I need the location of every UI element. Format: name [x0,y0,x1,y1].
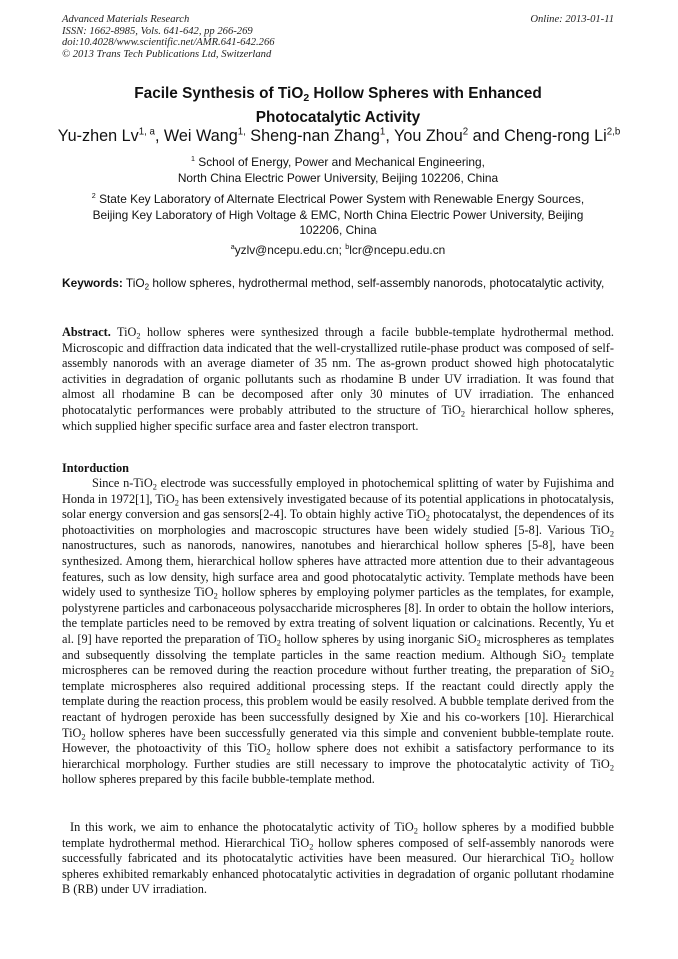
affiliation-2: $^2$ State Key Laboratory of Alternate Electrical Power System with Renewable Energy Sources, Beijing Key Laboratory of High Voltage & EMC, North China Electric Power University, Beijing 102206, China [91,192,585,237]
text-run: In this work, we aim to enhance the photocatalytic activity of TiO [70,820,414,834]
subscript: 2 [174,497,179,507]
keywords-label: Keywords: [62,276,123,290]
subscript: 2 [309,841,314,851]
issn-line: ISSN: 1662-8985, Vols. 641-642, pp 266-269 [62,25,253,37]
email-link-a[interactable]: yzlv@ncepu.edu.cn; [234,243,346,257]
affiliation-1: $^1$ School of Energy, Power and Mechanical Engineering, North China Electric Power University, Beijing 102206, China [177,155,499,185]
author-emails: $^a$yzlv@ncepu.edu.cn; $^b$lcr@ncepu.edu.cn [230,243,446,257]
text-run: template microspheres also required additional processing steps. If the reactant could directly apply the template during the reaction process, this problem would be easily resolved. A bubble template derived from the reactant of hydrogen peroxide has been successfully designed by Xie and his co-workers [10]. Hierarchical TiO [62,678,614,740]
keywords: Keywords: TiO$_2$ hollow spheres, hydrothermal method, self-assembly nanorods, photocatalytic activity, [62,276,605,292]
text-run: hollow spheres have been successfully generated via this simple and convenient bubble-template route. However, the photoactivity of this TiO [62,725,614,756]
abstract-label: Abstract. [62,325,111,339]
subscript: 2 [425,513,430,523]
subscript: 2 [81,731,86,741]
online-date: Online: 2013-01-11 [530,14,614,25]
subscript: 2 [609,763,614,773]
intro-paragraph-2 [62,820,614,898]
journal-header [62,14,614,60]
text-run: photocatalyst, the dependences of its photoactivities on morphologies and macroscopic structures have been widely studied [5-8]. Various TiO [62,507,614,537]
subscript: 2 [569,857,575,867]
copyright-line: © 2013 Trans Tech Publications Ltd, Switzerland [62,48,272,60]
text-run: hollow spheres exhibited remarkably enhanced photocatalytic activities in degradation of organic pollutant rhodamine B (RB) under UV irradiation. [62,851,615,897]
subscript: 2 [213,591,218,601]
subscript: 2 [266,747,271,757]
journal-name: Advanced Materials Research [62,14,190,25]
subscript: 2 [276,638,281,648]
title-line-2: Photocatalytic Activity [255,109,421,126]
subscript: 2 [561,653,566,663]
intro-paragraph-1 [62,476,614,788]
text-run: hollow spheres composed of self-assembly nanorods were successfully fabricated and its photocatalytic activities have been measured. Our hierarchical TiO [62,835,615,866]
doi-line: doi:10.4028/www.scientific.net/AMR.641-642.266 [62,37,275,49]
text-run: has been extensively investigated because of its potential applications in photocatalysis, solar energy conversion and gas sensors[2-4]. To obtain highly active TiO [62,491,615,522]
email-link-b[interactable]: lcr@ncepu.edu.cn [349,243,446,257]
text-run: hollow spheres by a modified bubble template hydrothermal method. Hierarchical TiO [62,820,614,850]
text-run: electrode was successfully employed in photochemical splitting of water by Fujishima and Honda in 1972[1], TiO [62,476,614,506]
text-run: hollow sphere does not exhibit a satisfactory performance to its hierarchical morphology. Further studies are still necessary to improve the photocatalytic activity of TiO [62,741,614,771]
text-run: template microspheres can be removed during the reaction procedure without further treating, the preparation of SiO [62,647,614,678]
section-heading-introduction: Intorduction [62,461,129,475]
paper-title [62,82,614,130]
subscript: 2 [609,529,614,539]
text-run: hollow spheres prepared by this facile bubble-template method. [62,772,375,787]
abstract: Abstract. TiO$_2$ hollow spheres were synthesized through a facile bubble-template hydrothermal method. Microscopic and diffraction data indicated that the well-crystallized rutile-phase product was composed of self-assembly nanorods with an average diameter of 35 nm. The as-grown product showed high photocatalytic activities in degradation of organic pollutants such as rhodamine B under UV irradiation. It was found that almost all rhodamine B can be decomposed after only 30 minutes of UV irradiation. The enhanced photocatalytic performances were probably attributed to the structure of TiO$_2$ hierarchical hollow spheres, which supplied higher specific surface area and faster electron transport. [62,325,614,433]
author-list: Yu-zhen Lv$^{1, a}$, Wei Wang$^{1,}$ Sheng-nan Zhang$^1$, You Zhou$^2$ and Cheng-rong Li$^{2,b}$ [57,126,621,145]
subscript: 2 [152,482,157,492]
subscript: 2 [609,669,614,679]
text-run: microspheres as templates and subsequently dissolving the template particles in the same reaction medium. Although SiO [62,631,614,662]
text-run: hollow spheres by employing polymer particles as the templates, for example, polystyrene particles and carbonaceous polysaccharide microspheres [8]. In order to obtain the hollow interiors, the template particles need to be removed by extra treating of solvent liquation or calcinations. Recently, Yu et al. [9] have reported the preparation of TiO [62,585,614,646]
text-run: hollow spheres by using inorganic SiO [280,631,477,646]
subscript: 2 [413,826,418,836]
text-run: Since n-TiO [92,476,153,490]
text-run: nanostructures, such as nanorods, nanowires, nanotubes and hierarchical hollow spheres [5-8], have been synthesized. Among them, hierarchical hollow spheres have attracted more attention due to their advantageous features, such as low density, high surface area and good photocatalytic activity. Template methods have been widely used to synthesize TiO [62,538,614,600]
subscript: 2 [476,638,481,648]
title-line-1: Facile Synthesis of TiO$_2$ Hollow Spheres with Enhanced [134,85,542,104]
